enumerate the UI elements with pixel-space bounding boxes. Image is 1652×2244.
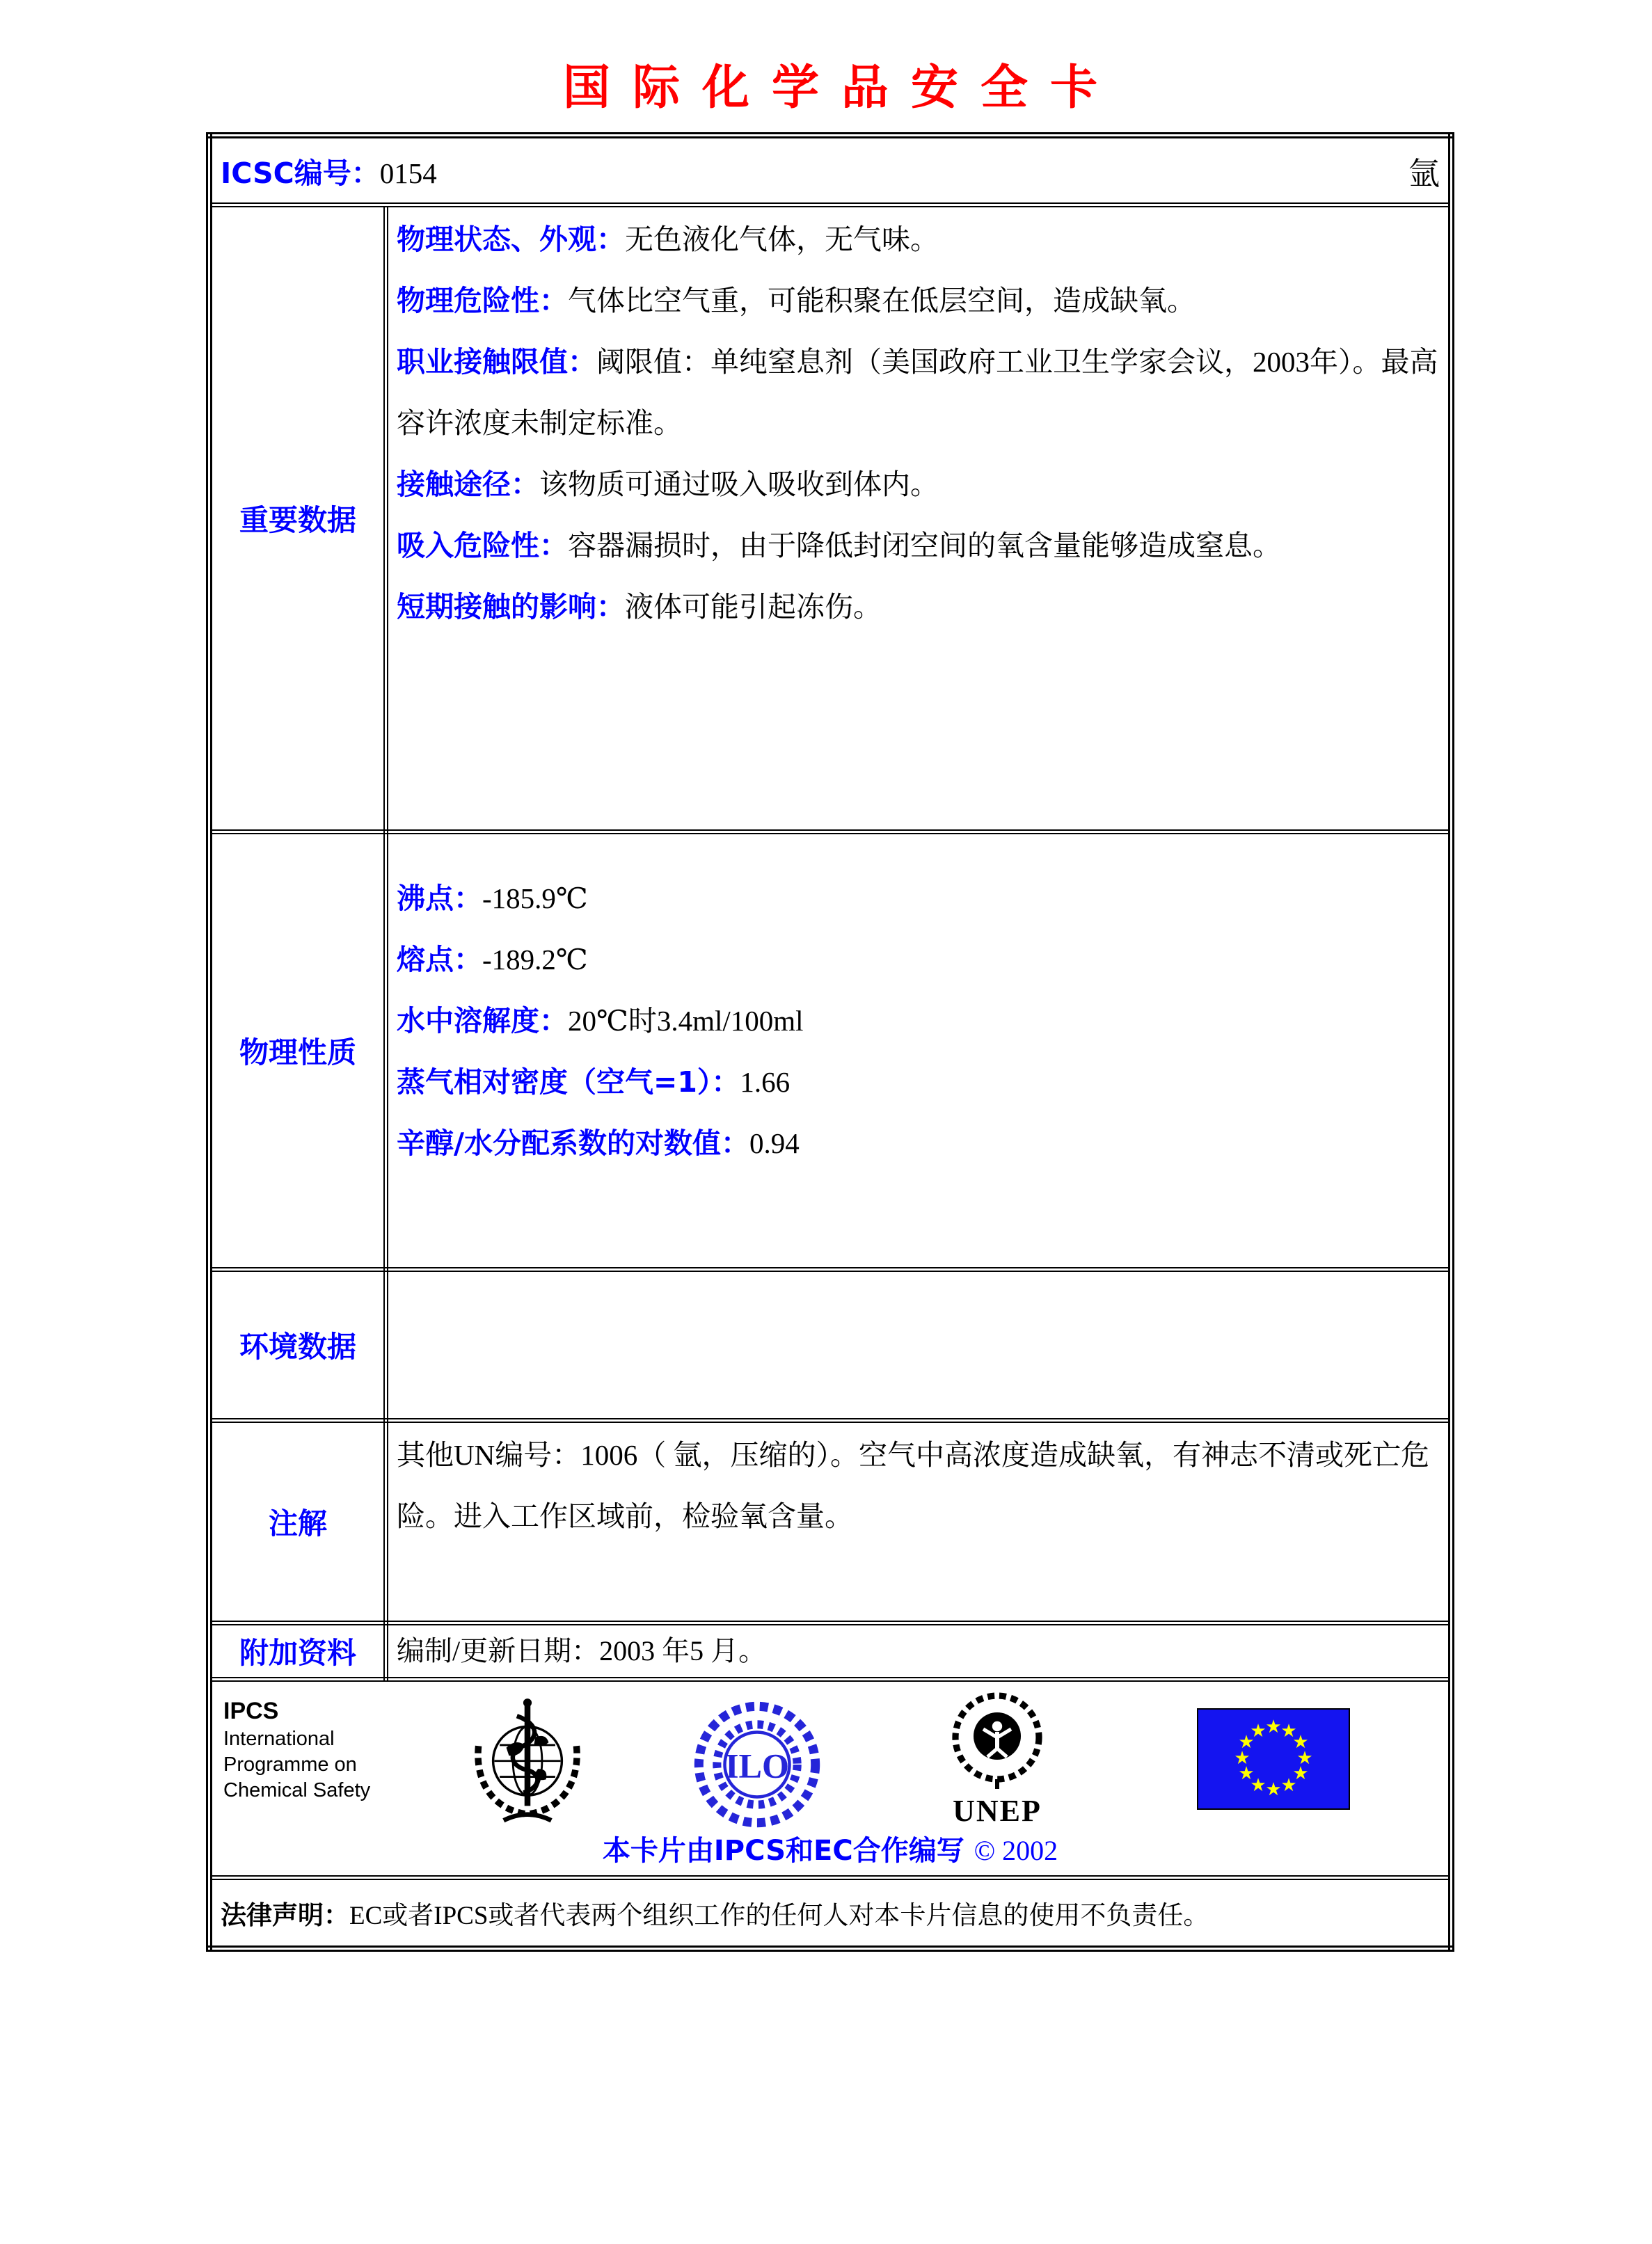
field-value: -189.2℃: [482, 944, 588, 976]
unep-wordmark: UNEP: [953, 1794, 1042, 1828]
logos-row: [209, 1680, 1452, 1878]
field-label: 沸点：: [397, 882, 482, 915]
icsc-number-row: [209, 136, 1452, 205]
legal-notice: [212, 1894, 1448, 1932]
additional-info-content: [386, 1623, 1452, 1680]
section-label-additional-info: 附加资料: [209, 1623, 386, 1680]
important-data-content: [386, 205, 1452, 832]
who-logo-icon: [461, 1693, 594, 1836]
field-value: 无色液化气体，无气味。: [625, 223, 939, 255]
legal-label: 法律声明：: [221, 1900, 349, 1930]
field-label: 水中溶解度：: [397, 1004, 568, 1037]
svg-text:★: ★: [1250, 1775, 1266, 1796]
copyright-text: © 2002: [974, 1835, 1058, 1866]
section-label-environmental-data: 环境数据: [209, 1270, 386, 1421]
unep-logo-block: [928, 1687, 1067, 1827]
field-value: 容器漏损时，由于降低封闭空间的氧含量能够造成窒息。: [568, 530, 1281, 562]
ipcs-text-block: [223, 1696, 370, 1804]
credit-text: 本卡片由IPCS和EC合作编写: [602, 1835, 964, 1867]
field-value: 气体比空气重，可能积聚在低层空间，造成缺氧。: [568, 285, 1196, 317]
notes-content: [386, 1421, 1452, 1623]
section-label-notes: 注解: [209, 1421, 386, 1623]
ilo-letters: ILO: [724, 1746, 790, 1785]
data-line: [397, 209, 1440, 270]
additional-info-text: 编制/更新日期：2003 年5 月。: [397, 1635, 767, 1666]
field-label: 短期接触的影响：: [397, 590, 625, 623]
notes-row: [209, 1421, 1452, 1623]
field-value: 0.94: [749, 1127, 800, 1159]
field-label: 蒸气相对密度（空气=1）：: [397, 1065, 740, 1099]
data-line: [397, 270, 1440, 331]
field-label: 物理状态、外观：: [397, 223, 625, 256]
legal-row: [209, 1878, 1452, 1949]
eu-flag-icon: [1197, 1708, 1350, 1810]
field-label: 熔点：: [397, 943, 482, 976]
important-data-row: [209, 205, 1452, 832]
section-label-important-data: 重要数据: [209, 205, 386, 832]
field-label: 物理危险性：: [397, 284, 568, 317]
svg-text:★: ★: [1238, 1763, 1255, 1784]
svg-text:★: ★: [1250, 1721, 1266, 1742]
svg-text:★: ★: [1292, 1763, 1309, 1784]
field-value: 液体可能引起冻伤。: [625, 591, 882, 623]
ipcs-line: International: [223, 1728, 335, 1750]
icsc-number-group: [221, 150, 437, 191]
data-line: [397, 576, 1440, 637]
data-line: [397, 929, 1440, 990]
notes-text: 其他UN编号：1006（ 氩，压缩的）。空气中高浓度造成缺氧，有神志不清或死亡危险。进入工作区域前，检验氧含量。: [397, 1439, 1429, 1532]
ilo-logo-icon: [692, 1700, 822, 1829]
card-header: [212, 138, 1448, 202]
section-label-physical-properties: 物理性质: [209, 832, 386, 1270]
icsc-number-value: 0154: [379, 157, 437, 189]
svg-text:★: ★: [1296, 1748, 1313, 1769]
additional-info-row: [209, 1623, 1452, 1680]
physical-properties-row: [209, 832, 1452, 1270]
svg-text:★: ★: [1265, 1717, 1282, 1737]
ipcs-acronym: IPCS: [223, 1698, 279, 1724]
chemical-name: 氩: [1408, 156, 1440, 191]
data-line: [397, 331, 1440, 454]
data-line: [397, 454, 1440, 515]
field-value: 该物质可通过吸入吸收到体内。: [539, 468, 939, 500]
field-value: 20℃时3.4ml/100ml: [568, 1005, 804, 1037]
unep-logo-icon: [928, 1687, 1067, 1792]
logos-strip: [212, 1682, 1448, 1875]
svg-text:★: ★: [1265, 1779, 1282, 1800]
field-label: 接触途径：: [397, 468, 539, 501]
environmental-data-row: [209, 1270, 1452, 1421]
data-line: [397, 1113, 1440, 1174]
field-value: -185.9℃: [482, 882, 588, 914]
page-title: 国际化学品安全卡: [562, 60, 1120, 116]
safety-card-table: [206, 132, 1454, 1952]
environmental-data-content: [386, 1270, 1452, 1421]
legal-text: EC或者IPCS或者代表两个组织工作的任何人对本卡片信息的使用不负责任。: [349, 1902, 1209, 1930]
field-label: 职业接触限值：: [397, 345, 596, 379]
data-line: [397, 515, 1440, 576]
data-line: [397, 1051, 1440, 1113]
credit-line: [212, 1829, 1448, 1868]
field-value: 1.66: [740, 1066, 791, 1098]
svg-text:★: ★: [1280, 1775, 1297, 1796]
svg-text:★: ★: [1292, 1732, 1309, 1753]
data-line: [397, 868, 1440, 929]
ipcs-line: Chemical Safety: [223, 1779, 371, 1801]
field-label: 辛醇/水分配系数的对数值：: [397, 1127, 749, 1160]
data-line: [397, 990, 1440, 1051]
svg-text:★: ★: [1280, 1721, 1297, 1742]
field-value: 阈限值：单纯窒息剂（美国政府工业卫生学家会议，2003年）。最高容许浓度未制定标准。: [397, 346, 1438, 439]
svg-text:★: ★: [1238, 1732, 1255, 1753]
svg-text:★: ★: [1234, 1748, 1250, 1769]
field-label: 吸入危险性：: [397, 529, 568, 562]
physical-properties-content: [386, 832, 1452, 1270]
icsc-number-label: ICSC编号：: [221, 156, 380, 190]
ipcs-line: Programme on: [223, 1753, 357, 1776]
